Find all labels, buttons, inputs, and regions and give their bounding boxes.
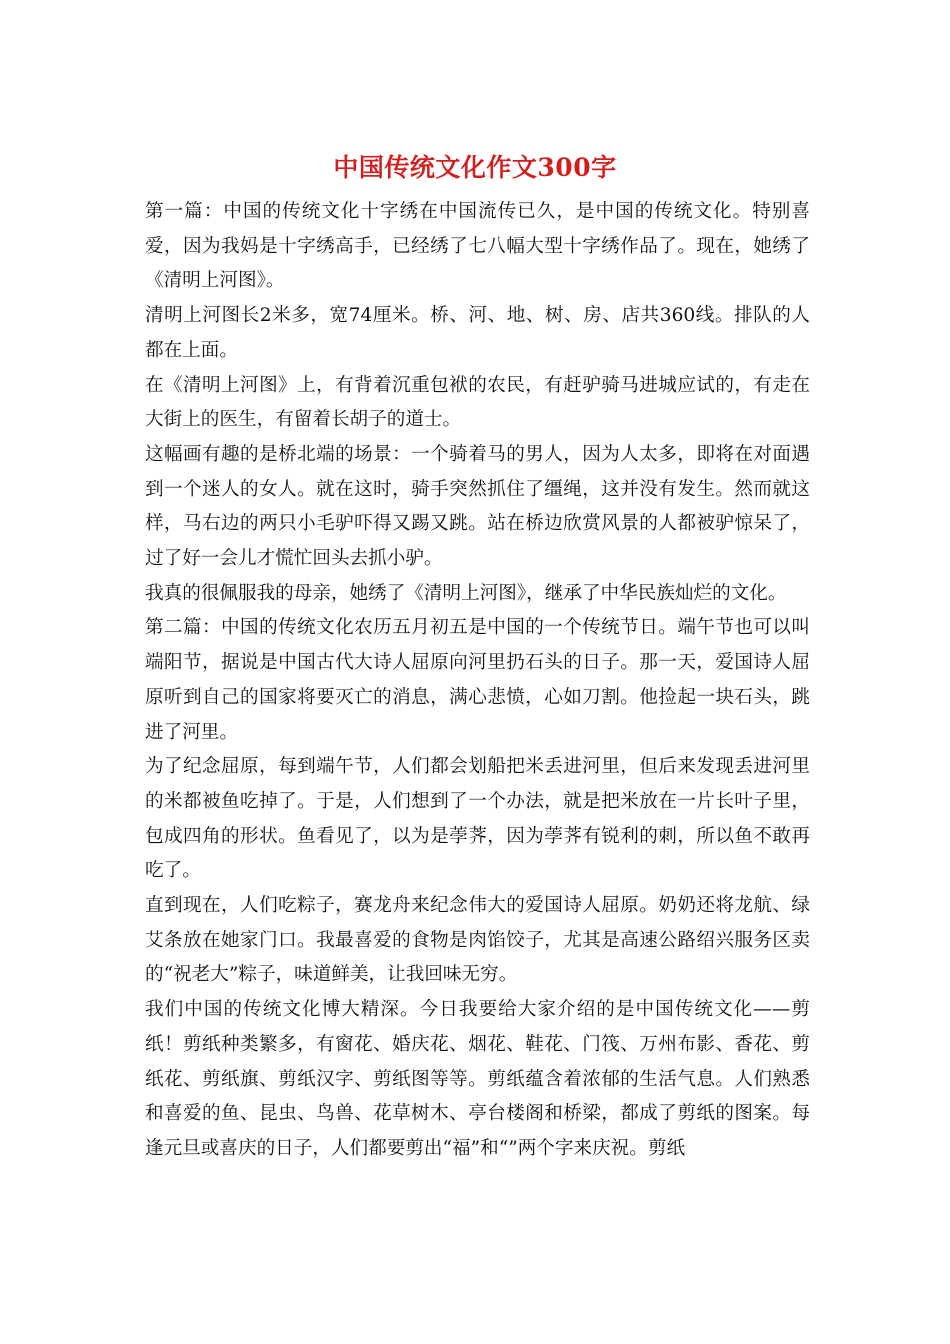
paragraph-3: 在《清明上河图》上，有背着沉重包袱的农民，有赶驴骑马进城应试的，有走在大街上的医生，有留着长胡子的道士。 [145,374,810,431]
paragraph-2: 清明上河图长2米多，宽74厘米。桥、河、地、树、房、店共360线。排队的人都在上面。 [145,305,810,361]
paragraph-6: 第二篇：中国的传统文化农历五月初五是中国的一个传统节日。端午节也可以叫端阳节，据说是中国古代大诗人屈原向河里扔石头的日子。那一天，爱国诗人屈原听到自己的国家将要灭亡的消息，满心悲愤，心如刀割。他捡起一块石头，跳进了河里。 [145,617,810,743]
paragraph-7: 为了纪念屈原，每到端午节，人们都会划船把米丢进河里，但后来发现丢进河里的米都被鱼吃掉了。于是，人们想到了一个办法，就是把米放在一片长叶子里，包成四角的形状。鱼看见了，以为是荸荠，因为荸荠有锐利的刺，所以鱼不敢再吃了。 [145,756,810,882]
document-title: 中国传统文化作文300字 [333,153,617,182]
paragraph-8: 直到现在，人们吃粽子，赛龙舟来纪念伟大的爱国诗人屈原。奶奶还将龙航、绿艾条放在她家门口。我最喜爱的食物是肉馅饺子，尤其是高速公路绍兴服务区卖的“祝老大”粽子，味道鲜美，让我回味无穷。 [145,895,810,986]
document-body [145,195,810,1167]
paragraph-4: 这幅画有趣的是桥北端的场景：一个骑着马的男人，因为人太多，即将在对面遇到一个迷人的女人。就在这时，骑手突然抓住了缰绳，这并没有发生。然而就这样，马右边的两只小毛驴吓得又踢又跳。站在桥边欣赏风景的人都被驴惊呆了，过了好一会儿才慌忙回头去抓小驴。 [145,443,810,570]
paragraph-9: 我们中国的传统文化博大精深。今日我要给大家介绍的是中国传统文化——剪纸！剪纸种类繁多，有窗花、婚庆花、烟花、鞋花、门筏、万州布影、香花、剪纸花、剪纸旗、剪纸汉字、剪纸图等等。剪纸蕴含着浓郁的生活气息。人们熟悉和喜爱的鱼、昆虫、鸟兽、花草树木、亭台楼阁和桥梁，都成了剪纸的图案。每逢元旦或喜庆的日子，人们都要剪出“福”和“”两个字来庆祝。剪纸 [145,999,810,1159]
paragraph-5: 我真的很佩服我的母亲，她绣了《清明上河图》，继承了中华民族灿烂的文化。 [145,582,787,604]
paragraph-1: 第一篇：中国的传统文化十字绣在中国流传已久，是中国的传统文化。特别喜爱，因为我妈是十字绣高手，已经绣了七八幅大型十字绣作品了。现在，她绣了《清明上河图》。 [145,201,810,292]
